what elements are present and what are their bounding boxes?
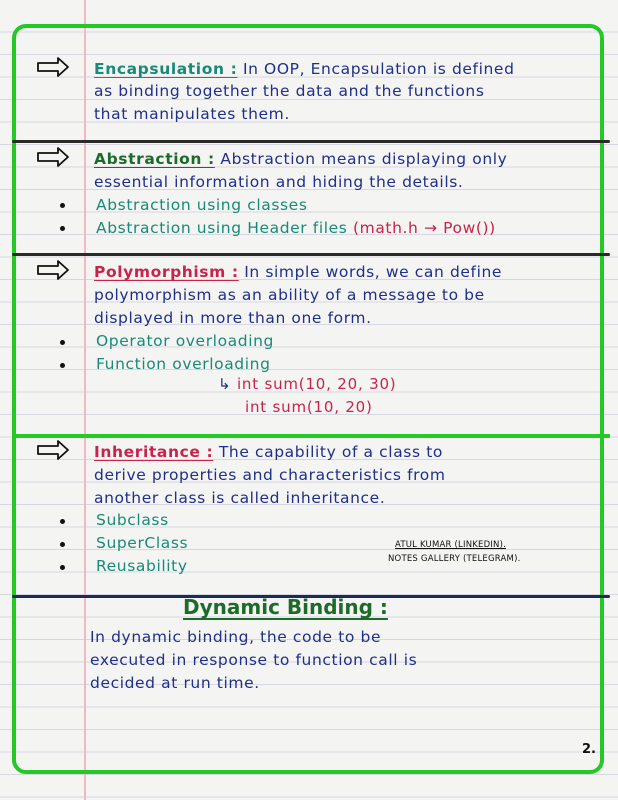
inheritance-heading: Inheritance : [94,443,214,461]
inheritance-line-1 [94,443,443,461]
polymorphism-bullet-2: Function overloading [96,355,271,373]
inheritance-bullet-2: SuperClass [96,534,189,552]
abstraction-bullet-1: Abstraction using classes [96,196,308,214]
bullet-dot [60,363,65,368]
arrow-right-icon [36,56,70,78]
bullet-dot [60,565,65,570]
abstraction-bullet-2 [96,219,496,237]
polymorphism-text-1: In simple words, we can define [244,263,503,281]
inheritance-text-1: The capability of a class to [218,443,443,461]
polymorphism-line-2: polymorphism as an ability of a message to be [94,286,485,304]
section-divider [12,140,610,143]
arrow-right-icon [36,146,70,168]
bullet-dot [60,226,65,231]
encapsulation-line-1 [94,60,515,78]
dynamic-binding-line-1: In dynamic binding, the code to be [90,628,382,646]
dynamic-binding-heading: Dynamic Binding : [183,595,388,619]
abstraction-heading: Abstraction : [94,150,215,168]
polymorphism-line-1 [94,263,502,281]
encapsulation-text-1: In OOP, Encapsulation is defined [242,60,515,78]
overload-example-2: int sum(10, 20) [245,398,373,416]
abstraction-line-1 [94,150,507,168]
page-number: 2. [582,742,596,757]
polymorphism-heading: Polymorphism : [94,263,239,281]
section-divider [12,253,610,256]
bullet-dot [60,340,65,345]
credit-telegram: NOTES GALLERY (TELEGRAM). [388,554,521,564]
dynamic-binding-line-2: executed in response to function call is [90,651,418,669]
bullet-dot [60,203,65,208]
overload-example-1 [218,375,396,393]
inheritance-line-3: another class is called inheritance. [94,489,386,507]
dynamic-binding-line-3: decided at run time. [90,674,260,692]
arrow-right-icon [36,439,70,461]
arrow-right-icon [36,259,70,281]
encapsulation-heading: Encapsulation : [94,60,238,78]
abstraction-text-1: Abstraction means displaying only [220,150,508,168]
inheritance-bullet-1: Subclass [96,511,169,529]
overload-example-1-text: int sum(10, 20, 30) [236,375,397,393]
abstraction-bullet-2-text: Abstraction using Header files [96,219,348,237]
encapsulation-line-2: as binding together the data and the functions [94,82,485,100]
section-divider [12,434,610,438]
bullet-dot [60,519,65,524]
inheritance-line-2: derive properties and characteristics from [94,466,446,484]
inheritance-bullet-3: Reusability [96,557,188,575]
abstraction-line-2: essential information and hiding the details. [94,173,464,191]
polymorphism-bullet-1: Operator overloading [96,332,274,350]
hook-arrow-icon: ↳ [218,375,232,393]
encapsulation-line-3: that manipulates them. [94,105,290,123]
abstraction-example: (math.h → Pow()) [352,219,496,237]
polymorphism-line-3: displayed in more than one form. [94,309,372,327]
credit-linkedin: ATUL KUMAR (LINKEDIN). [395,540,507,550]
bullet-dot [60,542,65,547]
